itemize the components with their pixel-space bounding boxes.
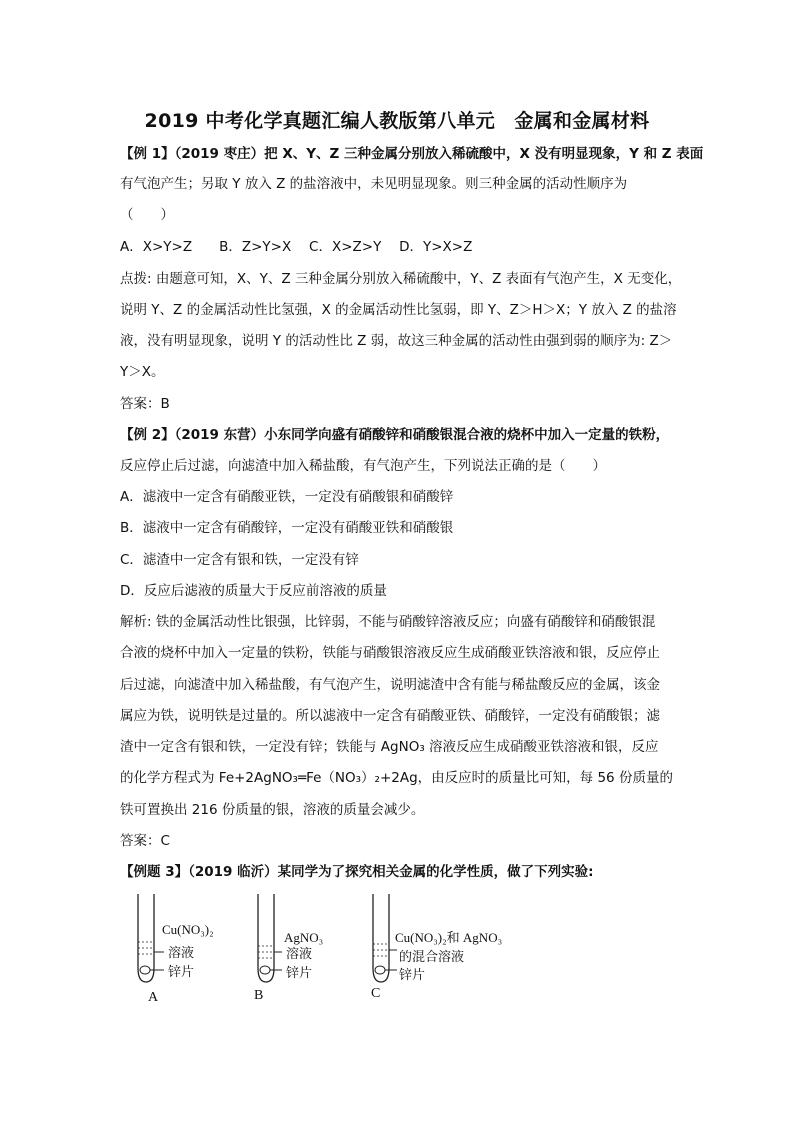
figure-b-metal: 锌片 xyxy=(286,966,313,981)
page-title: 2019 中考化学真题汇编人教版第八单元 金属和金属材料 xyxy=(144,110,650,132)
text-line: 有气泡产生；另取 Y 放入 Z 的盐溶液中，未见明显现象。则三种金属的活动性顺序为 xyxy=(120,176,628,192)
experiment-figures xyxy=(120,880,680,1020)
text-line: 液，没有明显现象，说明 Y 的活动性比 Z 弱，故这三种金属的活动性由强到弱的顺序为: Z＞ xyxy=(120,333,673,349)
text-line: 解析: 铁的金属活动性比银强，比锌弱，不能与硝酸锌溶液反应；向盛有硝酸锌和硝酸银混 xyxy=(120,614,656,630)
option-line: A．滤液中一定含有硝酸亚铁，一定没有硝酸银和硝酸锌 xyxy=(120,489,454,505)
answer-line: 答案：B xyxy=(120,396,170,412)
option-line: A．X>Y>Z B．Z>Y>X C．X>Z>Y D．Y>X>Z xyxy=(120,239,473,255)
text-line: 说明 Y、Z 的金属活动性比氢强，X 的金属活动性比氢弱，即 Y、Z＞H＞X；Y 放入 Z 的盐溶 xyxy=(120,302,677,318)
option-line: C．滤渣中一定含有银和铁，一定没有锌 xyxy=(120,552,359,568)
text-line: 渣中一定含有银和铁，一定没有锌；铁能与 AgNO₃ 溶液反应生成硝酸亚铁溶液和银，反应 xyxy=(120,739,659,755)
figure-c-metal: 锌片 xyxy=(399,968,426,983)
text-line: 【例题 3】（2019 临沂）某同学为了探究相关金属的化学性质，做了下列实验: xyxy=(120,864,594,880)
figure-b-label: B xyxy=(254,988,264,1003)
figure-a-metal: 锌片 xyxy=(168,965,195,980)
text-line: 反应停止后过滤，向滤渣中加入稀盐酸，有气泡产生，下列说法正确的是（ ） xyxy=(120,458,606,474)
text-line: （ ） xyxy=(120,207,174,223)
text-line: Y＞X。 xyxy=(120,364,165,380)
answer-line: 答案：C xyxy=(120,833,170,849)
figure-c-label: C xyxy=(371,986,381,1001)
figure-b xyxy=(250,880,370,1020)
figure-a-label: A xyxy=(148,990,159,1005)
option-line: B．滤液中一定含有硝酸锌，一定没有硝酸亚铁和硝酸银 xyxy=(120,520,454,536)
text-line: 【例 1】（2019 枣庄）把 X、Y、Z 三种金属分别放入稀硫酸中，X 没有明显现象，Y 和 Z 表面 xyxy=(120,146,704,162)
figure-c xyxy=(365,880,595,1020)
text-line: 后过滤，向滤渣中加入稀盐酸，有气泡产生，说明滤渣中含有能与稀盐酸反应的金属，该金 xyxy=(120,677,660,693)
figure-a-solution-formula: Cu(NO₃)₂ xyxy=(162,922,214,937)
text-line: 的化学方程式为 Fe+2AgNO₃═Fe（NO₃）₂+2Ag，由反应时的质量比可知，每 56 份质量的 xyxy=(120,770,673,786)
figure-b-solution-word: 溶液 xyxy=(286,947,313,962)
text-line: 【例 2】（2019 东营）小东同学向盛有硝酸锌和硝酸银混合液的烧杯中加入一定量的铁粉， xyxy=(120,427,670,443)
text-line: 点拨: 由题意可知，X、Y、Z 三种金属分别放入稀硫酸中，Y、Z 表面有气泡产生，X 无变化， xyxy=(120,271,682,287)
text-line: 属应为铁，说明铁是过量的。所以滤液中一定含有硝酸亚铁、硝酸锌，一定没有硝酸银；滤 xyxy=(120,708,660,724)
text-line: 铁可置换出 216 份质量的银，溶液的质量会减少。 xyxy=(120,802,425,818)
figure-b-solution-formula: AgNO₃ xyxy=(284,930,324,945)
figure-a-solution-word: 溶液 xyxy=(168,946,195,961)
figure-a xyxy=(130,880,260,1020)
figure-c-solution-formula: Cu(NO₃)₂和 AgNO₃ xyxy=(395,930,503,945)
text-line: 合液的烧杯中加入一定量的铁粉，铁能与硝酸银溶液反应生成硝酸亚铁溶液和银，反应停止 xyxy=(120,645,660,661)
figure-c-solution-word: 的混合溶液 xyxy=(399,950,465,965)
option-line: D．反应后滤液的质量大于反应前溶液的质量 xyxy=(120,583,387,599)
